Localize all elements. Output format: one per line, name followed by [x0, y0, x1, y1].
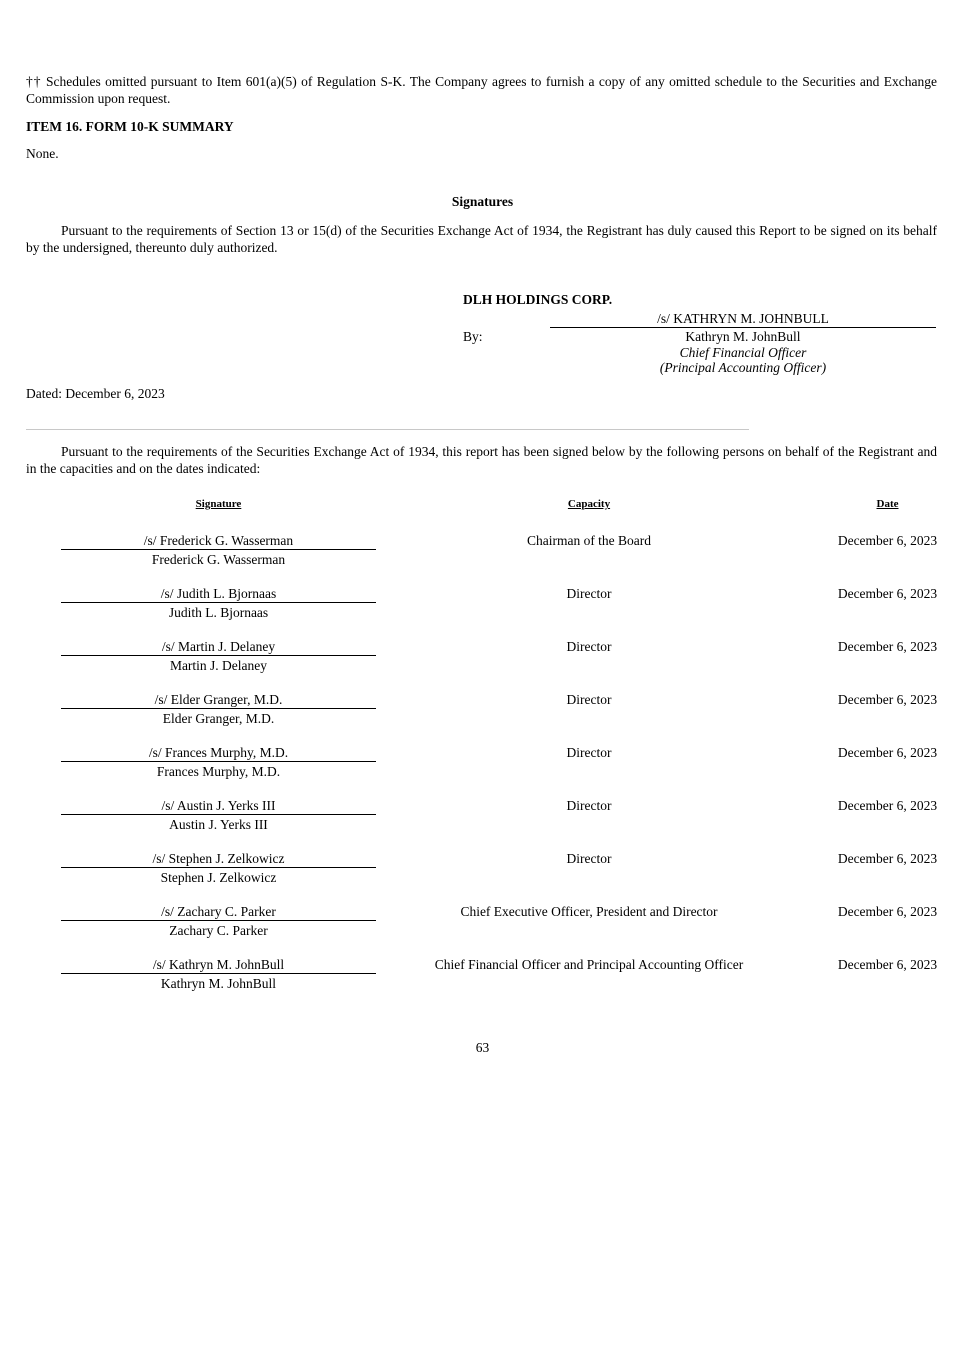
signature-line: /s/ Kathryn M. JohnBull [61, 956, 376, 974]
signer-printed-name: Frances Murphy, M.D. [156, 764, 281, 779]
signer-capacity: Director [566, 798, 612, 813]
signature-date: December 6, 2023 [837, 586, 938, 601]
signer-capacity: Chairman of the Board [526, 533, 652, 548]
signature-date: December 6, 2023 [837, 639, 938, 654]
signatures-intro: Pursuant to the requirements of Section 13 or 15(d) of the Securities Exchange Act of 1934, the Registrant has duly caused this Report to be signed on its behalf by the undersigned, thereunto duly authorized. [26, 223, 937, 255]
item16-heading: ITEM 16. FORM 10-K SUMMARY [26, 119, 234, 134]
signer-role: (Principal Accounting Officer) [659, 360, 827, 375]
signature-date: December 6, 2023 [837, 798, 938, 813]
signer-name: Kathryn M. JohnBull [685, 329, 801, 344]
signer-capacity: Chief Executive Officer, President and Director [460, 904, 718, 919]
signer-printed-name: Kathryn M. JohnBull [160, 976, 277, 991]
signer-capacity: Director [566, 639, 612, 654]
signatures-heading: Signatures [451, 194, 514, 209]
registrant-signer-block [550, 329, 936, 376]
signer-printed-name: Stephen J. Zelkowicz [160, 870, 277, 885]
page-number: 63 [475, 1040, 490, 1055]
signer-printed-name: Frederick G. Wasserman [151, 552, 286, 567]
signature-line: /s/ Elder Granger, M.D. [61, 691, 376, 709]
header-capacity: Capacity [567, 498, 611, 510]
signer-capacity: Director [566, 586, 612, 601]
signature-date: December 6, 2023 [837, 904, 938, 919]
header-date: Date [876, 498, 899, 510]
registrant-signature-line: /s/ KATHRYN M. JOHNBULL [550, 310, 936, 328]
company-name: DLH HOLDINGS CORP. [463, 292, 613, 307]
signer-printed-name: Elder Granger, M.D. [162, 711, 275, 726]
signature-date: December 6, 2023 [837, 745, 938, 760]
signature-line: /s/ Austin J. Yerks III [61, 797, 376, 815]
signature-line: /s/ Martin J. Delaney [61, 638, 376, 656]
signer-capacity: Director [566, 692, 612, 707]
signature-line: /s/ Frances Murphy, M.D. [61, 744, 376, 762]
signature-date: December 6, 2023 [837, 533, 938, 548]
header-signature: Signature [195, 498, 242, 510]
signer-capacity: Director [566, 851, 612, 866]
signer-printed-name: Martin J. Delaney [169, 658, 268, 673]
signature-line: /s/ Frederick G. Wasserman [61, 532, 376, 550]
signer-title: Chief Financial Officer [679, 344, 807, 360]
item16-body: None. [26, 146, 59, 161]
footnote-schedules: †† Schedules omitted pursuant to Item 601(a)(5) of Regulation S-K. The Company agrees to furnish a copy of any omitted schedule to the Securities and Exchange Commission upon request. [26, 74, 937, 106]
signer-capacity: Chief Financial Officer and Principal Accounting Officer [434, 957, 744, 972]
section-divider [26, 429, 749, 430]
signature-date: December 6, 2023 [837, 957, 938, 972]
dated-line: Dated: December 6, 2023 [26, 386, 165, 401]
board-intro: Pursuant to the requirements of the Securities Exchange Act of 1934, this report has been signed below by the following persons on behalf of the Registrant and in the capacities and on the dates indicated: [26, 444, 937, 476]
signer-capacity: Director [566, 745, 612, 760]
signature-line: /s/ Stephen J. Zelkowicz [61, 850, 376, 868]
by-label: By: [463, 329, 483, 344]
signature-line: /s/ Judith L. Bjornaas [61, 585, 376, 603]
signer-printed-name: Judith L. Bjornaas [168, 605, 269, 620]
signer-printed-name: Austin J. Yerks III [169, 817, 268, 832]
signer-printed-name: Zachary C. Parker [169, 923, 268, 938]
signature-line: /s/ Zachary C. Parker [61, 903, 376, 921]
signature-date: December 6, 2023 [837, 851, 938, 866]
signature-date: December 6, 2023 [837, 692, 938, 707]
